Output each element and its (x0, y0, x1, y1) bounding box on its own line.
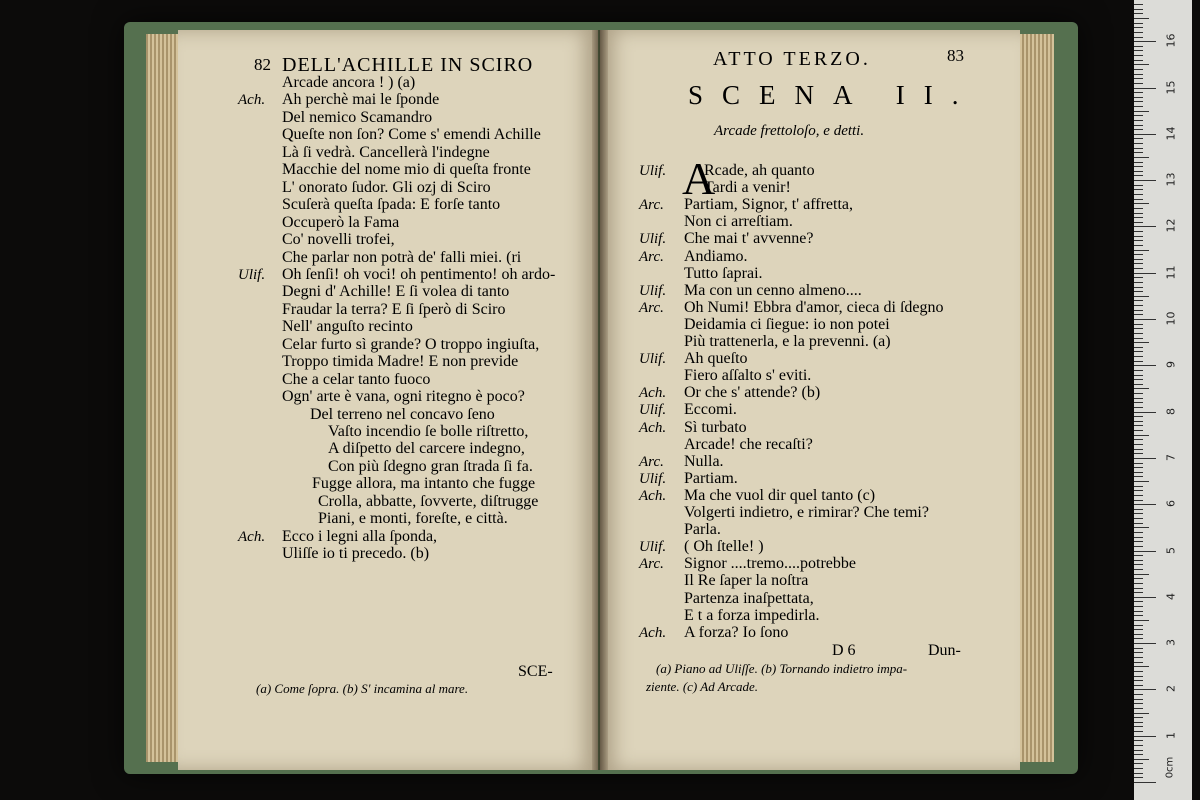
ruler-tick (1134, 319, 1156, 320)
book-gutter (592, 30, 608, 770)
ruler-tick (1134, 83, 1143, 84)
ruler-tick (1134, 384, 1143, 385)
ruler-tick (1134, 143, 1143, 144)
ruler-tick (1134, 564, 1143, 565)
ruler-tick (1134, 592, 1143, 593)
measuring-ruler (1134, 0, 1192, 800)
verse-line: Parla. (684, 521, 721, 539)
ruler-tick (1134, 703, 1143, 704)
ruler-tick (1134, 481, 1149, 482)
ruler-tick (1134, 601, 1143, 602)
speaker-label: Ach. (238, 92, 266, 109)
verse-line: Degni d' Achille! E ſi volea di tanto (282, 283, 510, 301)
ruler-tick (1134, 310, 1143, 311)
ruler-tick (1134, 240, 1143, 241)
left-catchword: SCE- (518, 663, 553, 680)
verse-line: Il Re ſaper la noſtra (684, 572, 809, 590)
verse-line: Ma che vuol dir quel tanto (c) (684, 486, 876, 504)
ruler-tick (1134, 115, 1143, 116)
verse-line: Volgerti indietro, e rimirar? Che temi? (684, 504, 929, 521)
right-page-number: 83 (947, 46, 964, 65)
ruler-tick (1134, 291, 1143, 292)
ruler-tick (1134, 393, 1143, 394)
speaker-label: Arc. (639, 453, 664, 470)
ruler-tick (1134, 583, 1143, 584)
ruler-tick (1134, 231, 1143, 232)
ruler-tick (1134, 435, 1149, 436)
speaker-label: Arc. (639, 556, 664, 573)
ruler-tick (1134, 694, 1143, 695)
ruler-tick (1134, 685, 1143, 686)
verse-line: Troppo timida Madre! E non previde (282, 353, 519, 371)
ruler-tick (1134, 476, 1143, 477)
verse-line: Ah queſto (684, 350, 748, 368)
ruler-tick (1134, 713, 1149, 714)
ruler-tick (1134, 657, 1143, 658)
verse-line: Uliſſe io ti precedo. (b) (282, 545, 430, 563)
ruler-tick (1134, 217, 1143, 218)
ruler-tick (1134, 296, 1149, 297)
ruler-tick (1134, 463, 1143, 464)
ruler-tick (1134, 120, 1143, 121)
ruler-tick (1134, 277, 1143, 278)
right-running-head: ATTO TERZO. (713, 48, 871, 70)
ruler-tick (1134, 254, 1143, 255)
page-edges-left (146, 34, 182, 762)
ruler-tick (1134, 370, 1143, 371)
verse-line: A diſpetto del carcere indegno, (328, 440, 525, 458)
ruler-label: 2 (1164, 685, 1178, 693)
ruler-tick (1134, 527, 1149, 528)
ruler-tick (1134, 189, 1143, 190)
ruler-tick (1134, 699, 1143, 700)
verse-line: Deidamia ci ſiegue: io non potei (684, 315, 890, 333)
verse-line: Andiamo. (684, 247, 748, 265)
verse-line: Celar furto sì grande? O troppo ingiuſta, (282, 335, 540, 353)
ruler-label: 1 (1164, 731, 1178, 739)
speaker-label: Ach. (639, 419, 667, 436)
ruler-tick (1134, 652, 1143, 653)
ruler-tick (1134, 365, 1156, 366)
ruler-tick (1134, 722, 1143, 723)
ruler-tick (1134, 287, 1143, 288)
verse-line: Ecco i legni alla ſponda, (282, 527, 438, 545)
signature-mark: D 6 (832, 642, 856, 659)
ruler-tick (1134, 754, 1143, 755)
ruler-tick (1134, 300, 1143, 301)
ruler-tick (1134, 551, 1156, 552)
speaker-label: Ulif. (639, 470, 667, 487)
ruler-tick (1134, 412, 1156, 413)
ruler-tick (1134, 333, 1143, 334)
ruler-label: 8 (1164, 407, 1178, 415)
verse-line: Co' novelli trofei, (282, 231, 395, 249)
verse-line: Eccomi. (684, 401, 737, 419)
ruler-tick (1134, 41, 1156, 42)
verse-line: A forza? Io ſono (684, 623, 789, 641)
ruler-tick (1134, 625, 1143, 626)
ruler-tick (1134, 449, 1143, 450)
ruler-tick (1134, 402, 1143, 403)
verse-line: Nell' anguſto recinto (282, 318, 413, 336)
ruler-tick (1134, 773, 1143, 774)
ruler-tick (1134, 138, 1143, 139)
ruler-tick (1134, 439, 1143, 440)
ruler-tick (1134, 782, 1156, 783)
ruler-tick (1134, 32, 1143, 33)
ruler-label: 7 (1164, 453, 1178, 461)
ruler-tick (1134, 745, 1143, 746)
ruler-tick (1134, 768, 1143, 769)
left-running-head: DELL'ACHILLE IN SCIRO (282, 54, 534, 76)
ruler-tick (1134, 537, 1143, 538)
ruler-tick (1134, 504, 1156, 505)
ruler-tick (1134, 444, 1143, 445)
ruler-tick (1134, 569, 1143, 570)
verse-line: Oh ſenſi! oh voci! oh pentimento! oh ardo- (282, 265, 556, 283)
verse-line: Partiam. (684, 469, 738, 487)
speaker-label: Ulif. (639, 351, 667, 368)
ruler-tick (1134, 88, 1156, 89)
ruler-tick (1134, 629, 1143, 630)
ruler-tick (1134, 46, 1143, 47)
ruler-tick (1134, 180, 1156, 181)
ruler-tick (1134, 351, 1143, 352)
ruler-tick (1134, 361, 1143, 362)
verse-line: Fraudar la terra? E ſi ſperò di Sciro (282, 300, 506, 318)
verse-line: Tardi a venir! (704, 179, 791, 197)
ruler-tick (1134, 157, 1149, 158)
verse-line: Tutto ſaprai. (684, 264, 763, 282)
ruler-unit: 0cm (1164, 756, 1176, 779)
speaker-label: Ulif. (639, 402, 667, 419)
ruler-tick (1134, 74, 1143, 75)
ruler-tick (1134, 676, 1143, 677)
verse-line: Del terreno nel concavo ſeno (310, 405, 495, 423)
ruler-tick (1134, 777, 1143, 778)
ruler-tick (1134, 671, 1143, 672)
ruler-tick (1134, 736, 1156, 737)
ruler-tick (1134, 208, 1143, 209)
speaker-label: Ulif. (639, 539, 667, 556)
ruler-tick (1134, 546, 1143, 547)
left-page-number: 82 (254, 55, 271, 74)
ruler-tick (1134, 666, 1149, 667)
verse-line: Arcade ancora ! ) (a) (282, 74, 416, 91)
right-footnote-line-2: ziente. (c) Ad Arcade. (646, 679, 759, 694)
ruler-tick (1134, 717, 1143, 718)
speaker-label: Ach. (639, 385, 667, 402)
verse-line: Partiam, Signor, t' affretta, (684, 196, 854, 214)
ruler-tick (1134, 97, 1143, 98)
ruler-tick (1134, 606, 1143, 607)
verse-line: Oh Numi! Ebbra d'amor, cieca di ſdegno (684, 298, 944, 316)
ruler-tick (1134, 222, 1143, 223)
verse-line: Fiero aſſalto s' eviti. (684, 367, 812, 385)
verse-line: Del nemico Scamandro (282, 108, 433, 126)
ruler-tick (1134, 634, 1143, 635)
ruler-label: 6 (1164, 500, 1178, 508)
ruler-tick (1134, 458, 1156, 459)
ruler-tick (1134, 226, 1156, 227)
ruler-tick (1134, 106, 1143, 107)
verse-line: Là ſi vedrà. Cancellerà l'indegne (282, 143, 490, 161)
ruler-tick (1134, 328, 1143, 329)
ruler-tick (1134, 162, 1143, 163)
drop-cap: A (682, 153, 716, 204)
ruler-tick (1134, 518, 1143, 519)
ruler-tick (1134, 347, 1143, 348)
ruler-tick (1134, 731, 1143, 732)
ruler-tick (1134, 513, 1143, 514)
right-footnote-line-1: (a) Piano ad Uliſſe. (b) Tornando indietro impa- (656, 661, 908, 676)
ruler-label: 11 (1164, 265, 1178, 280)
ruler-label: 15 (1164, 80, 1178, 94)
verse-line: Sì turbato (684, 418, 747, 436)
ruler-tick (1134, 134, 1156, 135)
right-catchword: Dun- (928, 642, 961, 659)
ruler-tick (1134, 486, 1143, 487)
verse-line: Partenza inaſpettata, (684, 589, 814, 607)
ruler-label: 9 (1164, 361, 1178, 369)
ruler-label: 5 (1164, 546, 1178, 554)
ruler-tick (1134, 467, 1143, 468)
ruler-label: 4 (1164, 592, 1178, 600)
verse-line: ( Oh ſtelle! ) (684, 538, 764, 556)
ruler-tick (1134, 680, 1143, 681)
ruler-tick (1134, 69, 1143, 70)
ruler-tick (1134, 560, 1143, 561)
ruler-tick (1134, 305, 1143, 306)
verse-line: Fugge allora, ma intanto che fugge (312, 475, 536, 493)
ruler-tick (1134, 175, 1143, 176)
verse-line: Ah perchè mai le ſponde (282, 91, 440, 109)
ruler-tick (1134, 763, 1143, 764)
ruler-tick (1134, 199, 1143, 200)
ruler-tick (1134, 314, 1143, 315)
ruler-tick (1134, 268, 1143, 269)
scene-heading: SCENA II. (688, 80, 978, 110)
ruler-tick (1134, 648, 1143, 649)
ruler-tick (1134, 273, 1156, 274)
ruler-tick (1134, 611, 1143, 612)
ruler-tick (1134, 342, 1149, 343)
ruler-tick (1134, 92, 1143, 93)
left-footnote: (a) Come ſopra. (b) S' incamina al mare. (256, 681, 469, 696)
ruler-label: 14 (1164, 126, 1178, 141)
ruler-tick (1134, 245, 1143, 246)
ruler-tick (1134, 250, 1149, 251)
verse-line: E t a forza impedirla. (684, 606, 820, 624)
ruler-tick (1134, 375, 1143, 376)
ruler-tick (1134, 574, 1149, 575)
verse-line: Vaſto incendio ſe bolle riſtretto, (328, 423, 529, 440)
verse-line: Queſte non ſon? Come s' emendi Achille (282, 126, 541, 144)
ruler-tick (1134, 18, 1149, 19)
ruler-tick (1134, 148, 1143, 149)
ruler-tick (1134, 111, 1149, 112)
page-edges-right (1018, 34, 1054, 762)
speaker-label: Arc. (639, 299, 664, 316)
verse-line: Arcade! che recaſti? (684, 435, 813, 453)
ruler-tick (1134, 50, 1143, 51)
ruler-tick (1134, 55, 1143, 56)
ruler-label: 3 (1164, 639, 1178, 647)
ruler-tick (1134, 523, 1143, 524)
ruler-tick (1134, 620, 1149, 621)
verse-line: Rcade, ah quanto (704, 162, 815, 179)
ruler-tick (1134, 689, 1156, 690)
verse-line: Ogn' arte è vana, ogni ritegno è poco? (282, 388, 525, 406)
ruler-tick (1134, 263, 1143, 264)
ruler-tick (1134, 166, 1143, 167)
ruler-tick (1134, 185, 1143, 186)
speaker-label: Arc. (639, 197, 664, 214)
speaker-label: Ulif. (639, 231, 667, 248)
ruler-tick (1134, 101, 1143, 102)
ruler-tick (1134, 643, 1156, 644)
ruler-label: 13 (1164, 172, 1178, 187)
ruler-tick (1134, 555, 1143, 556)
ruler-tick (1134, 759, 1149, 760)
ruler-tick (1134, 388, 1149, 389)
stage-direction: Arcade frettoloſo, e detti. (714, 123, 865, 139)
ruler-tick (1134, 597, 1156, 598)
ruler-tick (1134, 23, 1143, 24)
ruler-tick (1134, 129, 1143, 130)
ruler-label: 12 (1164, 218, 1178, 233)
ruler-tick (1134, 509, 1143, 510)
ruler-tick (1134, 662, 1143, 663)
ruler-tick (1134, 416, 1143, 417)
ruler-tick (1134, 495, 1143, 496)
ruler-tick (1134, 282, 1143, 283)
verse-line: Or che s' attende? (b) (684, 384, 821, 402)
speaker-label: Ulif. (238, 266, 266, 283)
verse-line: Nulla. (684, 452, 724, 470)
ruler-tick (1134, 356, 1143, 357)
ruler-tick (1134, 27, 1143, 28)
ruler-tick (1134, 324, 1143, 325)
ruler-tick (1134, 236, 1143, 237)
verse-line: Che a celar tanto fuoco (282, 370, 431, 388)
speaker-label: Arc. (639, 248, 664, 265)
ruler-tick (1134, 453, 1143, 454)
speaker-label: Ach. (639, 487, 667, 504)
speaker-label: Ulif. (639, 282, 667, 299)
ruler-tick (1134, 9, 1143, 10)
speaker-label: Ach. (238, 528, 266, 545)
verse-line: Più trattenerla, e la prevenni. (a) (684, 333, 891, 350)
ruler-tick (1134, 13, 1143, 14)
ruler-tick (1134, 64, 1149, 65)
ruler-tick (1134, 338, 1143, 339)
verse-line: Che parlar non potrà de' falli miei. (ri (282, 248, 522, 266)
ruler-label: 10 (1164, 311, 1178, 326)
ruler-tick (1134, 407, 1143, 408)
ruler-tick (1134, 750, 1143, 751)
verse-line: Macchie del nome mio di queſta fronte (282, 161, 531, 179)
verse-line: Scuſerà queſta ſpada: E forſe tanto (282, 196, 501, 214)
ruler-tick (1134, 171, 1143, 172)
ruler-tick (1134, 500, 1143, 501)
ruler-tick (1134, 203, 1149, 204)
ruler-tick (1134, 152, 1143, 153)
ruler-tick (1134, 541, 1143, 542)
verse-line: Piani, e monti, foreſte, e città. (318, 510, 508, 528)
ruler-tick (1134, 213, 1143, 214)
ruler-tick (1134, 125, 1143, 126)
verse-line: Occuperò la Fama (282, 213, 400, 231)
ruler-tick (1134, 430, 1143, 431)
ruler-tick (1134, 472, 1143, 473)
ruler-tick (1134, 379, 1143, 380)
ruler-tick (1134, 726, 1143, 727)
ruler-tick (1134, 421, 1143, 422)
verse-line: Ma con un cenno almeno.... (684, 281, 862, 299)
verse-line: Con più ſdegno gran ſtrada ſi fa. (328, 457, 533, 475)
verse-line: Crolla, abbatte, ſovverte, diſtrugge (318, 492, 539, 510)
ruler-tick (1134, 194, 1143, 195)
speaker-label: Ach. (639, 624, 667, 641)
ruler-tick (1134, 578, 1143, 579)
verse-line: Non ci arreſtiam. (684, 213, 793, 231)
ruler-tick (1134, 532, 1143, 533)
ruler-tick (1134, 398, 1143, 399)
verse-line: Che mai t' avvenne? (684, 230, 814, 248)
speaker-label: Ulif. (639, 163, 667, 179)
ruler-tick (1134, 740, 1143, 741)
ruler-tick (1134, 4, 1143, 5)
ruler-tick (1134, 615, 1143, 616)
verse-line: Signor ....tremo....potrebbe (684, 555, 856, 573)
ruler-tick (1134, 425, 1143, 426)
ruler-tick (1134, 37, 1143, 38)
ruler-tick (1134, 708, 1143, 709)
ruler-tick (1134, 638, 1143, 639)
ruler-tick (1134, 78, 1143, 79)
ruler-tick (1134, 60, 1143, 61)
ruler-label: 16 (1164, 33, 1178, 48)
verse-line: L' onorato ſudor. Gli ozj di Sciro (282, 178, 491, 196)
ruler-tick (1134, 588, 1143, 589)
ruler-tick (1134, 490, 1143, 491)
ruler-tick (1134, 259, 1143, 260)
